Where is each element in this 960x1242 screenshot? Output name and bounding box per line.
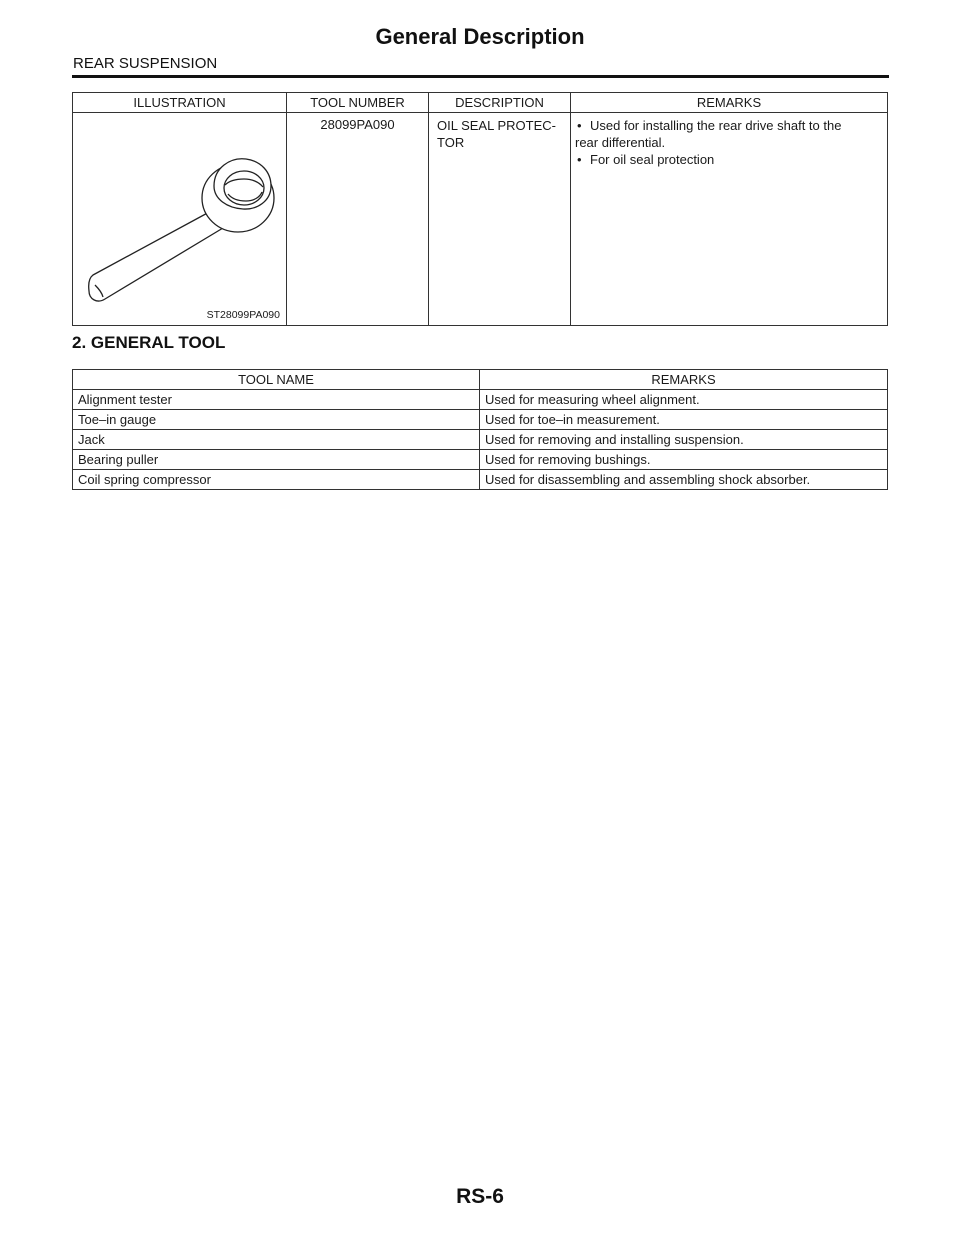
general-tool-table (72, 369, 888, 490)
tool-remark-cell: Used for removing and installing suspension. (480, 430, 888, 450)
tool-number-cell: 28099PA090 (287, 113, 429, 326)
tool-name-cell: Coil spring compressor (73, 470, 480, 490)
tool-name-cell: Bearing puller (73, 450, 480, 470)
section-name: REAR SUSPENSION (73, 55, 218, 72)
illustration-code: ST28099PA090 (206, 309, 280, 321)
header-rule (72, 75, 889, 78)
tool-remark-cell: Used for removing bushings. (480, 450, 888, 470)
tool-remark-cell: Used for disassembling and assembling shock absorber. (480, 470, 888, 490)
tool-name-cell: Toe–in gauge (73, 410, 480, 430)
remark-item (575, 117, 881, 151)
remarks-cell (571, 113, 888, 326)
column-header-illustration: ILLUSTRATION (73, 93, 287, 113)
tool-remark-cell: Used for toe–in measurement. (480, 410, 888, 430)
special-tool-table (72, 92, 888, 326)
table-row (73, 450, 888, 470)
column-header-remarks: REMARKS (480, 370, 888, 390)
oil-seal-protector-icon (73, 113, 287, 321)
column-header-remarks: REMARKS (571, 93, 888, 113)
description-cell (429, 113, 571, 326)
illustration-cell (73, 113, 287, 326)
remark-text: rear differential. (575, 135, 666, 150)
remark-item (575, 151, 881, 168)
remarks-list (575, 117, 881, 168)
page-title: General Description (375, 24, 585, 49)
tool-name-cell: Alignment tester (73, 390, 480, 410)
table-row (73, 390, 888, 410)
table-header-row (73, 93, 888, 113)
column-header-description: DESCRIPTION (429, 93, 571, 113)
column-header-tool-name: TOOL NAME (73, 370, 480, 390)
table-row (73, 410, 888, 430)
description-line: OIL SEAL PROTEC- (437, 118, 556, 133)
bullet-icon: • (577, 152, 582, 167)
tool-remark-cell: Used for measuring wheel alignment. (480, 390, 888, 410)
table-row (73, 470, 888, 490)
column-header-tool-number: TOOL NUMBER (287, 93, 429, 113)
table-row (73, 113, 888, 326)
page-number: RS-6 (456, 1185, 504, 1208)
section-heading: 2. GENERAL TOOL (72, 333, 226, 352)
remark-text: For oil seal protection (590, 152, 715, 167)
remark-text: Used for installing the rear drive shaft to the (590, 118, 842, 133)
tool-name-cell: Jack (73, 430, 480, 450)
table-header-row (73, 370, 888, 390)
description-line: TOR (437, 135, 465, 150)
table-row (73, 430, 888, 450)
bullet-icon: • (577, 118, 582, 133)
